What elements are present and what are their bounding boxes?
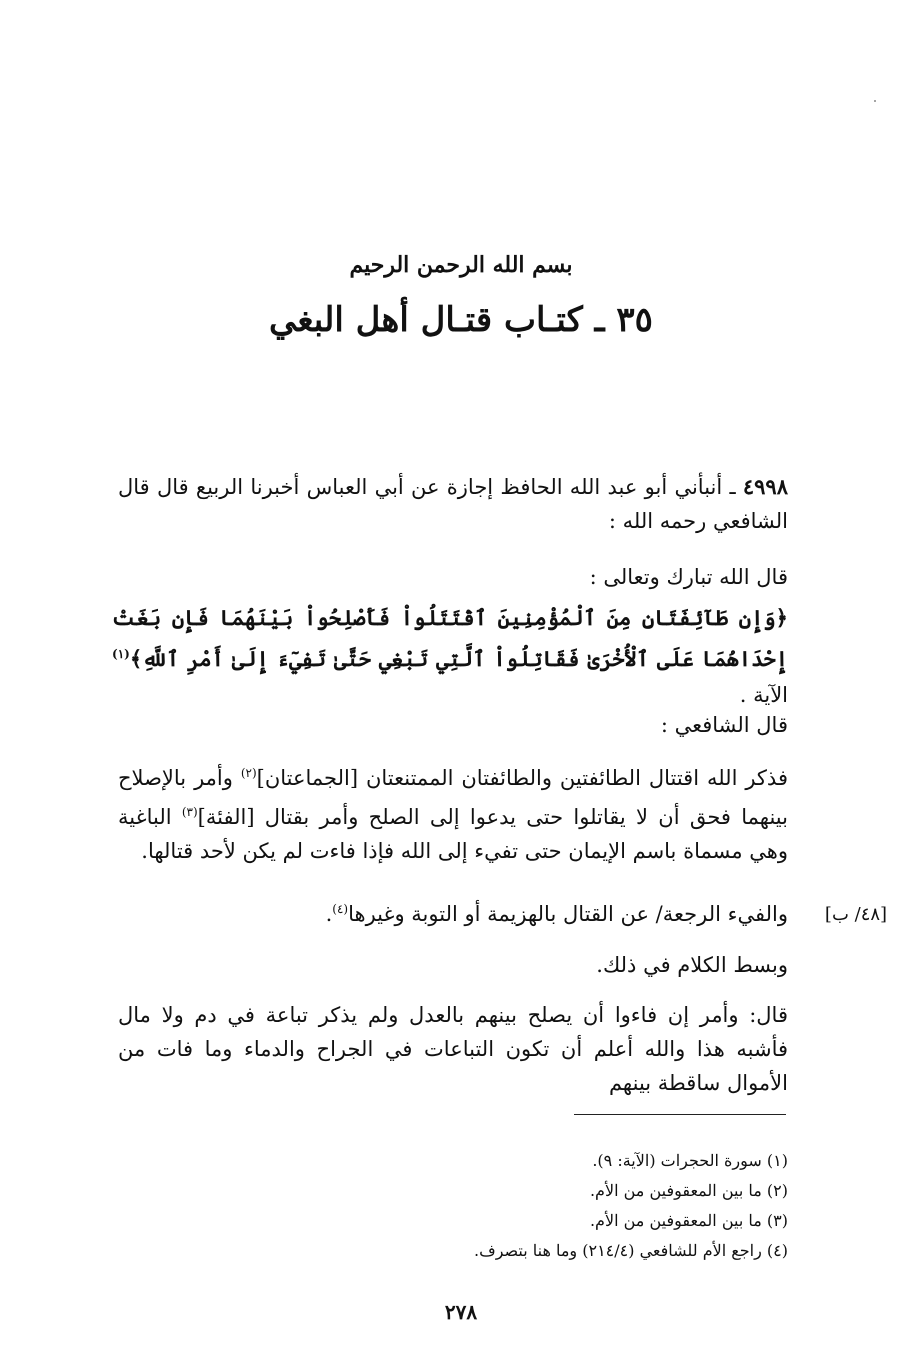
paragraph-quran-intro: قال الله تبارك وتعالى : <box>589 565 788 589</box>
quran-verse <box>112 600 788 713</box>
footnote-separator <box>574 1114 786 1115</box>
footnote-2: (٢) ما بين المعقوفين من الأم. <box>589 1181 788 1200</box>
book-title: ٣٥ ـ كتـاب قتـال أهل البغي <box>269 300 653 340</box>
hadith-number: ٤٩٩٨ <box>742 474 788 499</box>
commentary-part-c: الباغية وهي مسماة باسم الإيمان حتى تفيء إلى الله فإذا فاءت لم يكن لأحد قتالها. <box>118 805 788 863</box>
paragraph-isnad <box>118 470 788 538</box>
footnote-4: (٤) راجع الأم للشافعي (٢١٤/٤) وما هنا بتصرف. <box>474 1241 788 1260</box>
paragraph-elaboration: وبسط الكلام في ذلك. <box>596 953 788 977</box>
page-number: ٢٧٨ <box>444 1300 478 1324</box>
commentary-part-b: وأمر بالإصلاح بينهما فحق أن لا يقاتلوا حتى يدعوا إلى الصلح وأمر بقتال [الفئة] <box>118 766 788 829</box>
quran-text: ﴿وَإِن طَآئِفَتَانِ مِنَ ٱلْمُؤْمِنِينَ ٱقْتَتَلُواْ فَأَصْلِحُواْ بَيْنَهُمَا فَإِن بَغَتْ إِحْدَاهُمَا عَلَى ٱلْأُخْرَىٰ فَقَاتِلُواْ ٱلَّتِي تَبْغِي حَتَّىٰ تَفِيٓءَ إِلَىٰ أَمْرِ ٱللَّهِ﴾ <box>112 605 788 671</box>
footnote-ref-2: (٢) <box>240 766 257 780</box>
quran-suffix: الآية . <box>739 683 788 707</box>
footnote-ref-3: (٣) <box>181 805 198 819</box>
paragraph-fay-definition <box>118 892 788 931</box>
footnote-ref-1: (١) <box>112 647 130 661</box>
scan-speck <box>874 100 876 102</box>
fay-text: والفيء الرجعة/ عن القتال بالهزيمة أو التوبة وغيرها <box>348 902 788 926</box>
commentary-part-a: فذكر الله اقتتال الطائفتين والطائفتان الممتنعتان [الجماعتان] <box>256 766 788 790</box>
paragraph-shafii-says: قال الشافعي : <box>660 713 788 737</box>
footnotes <box>360 1146 788 1266</box>
paragraph-commentary <box>118 756 788 868</box>
footnote-1: (١) سورة الحجرات (الآية: ٩). <box>592 1151 788 1170</box>
basmala-heading: بسم الله الرحمن الرحيم <box>349 252 573 278</box>
fay-end: . <box>325 902 333 926</box>
paragraph-ruling: قال: وأمر إن فاءوا أن يصلح بينهم بالعدل ولم يذكر تباعة في دم ولا مال فأشبه هذا والله أعلم أن تكون التباعات في الجراح والدماء وما فات من الأموال ساقطة بينهم <box>118 1003 788 1095</box>
manuscript-folio-note: [٤٨/ ب] <box>824 904 888 925</box>
footnote-3: (٣) ما بين المعقوفين من الأم. <box>589 1211 788 1230</box>
isnad-text: ـ أنبأني أبو عبد الله الحافظ إجازة عن أبي العباس أخبرنا الربيع قال قال الشافعي رحمه الله : <box>118 475 788 533</box>
footnote-ref-4: (٤) <box>332 902 349 916</box>
